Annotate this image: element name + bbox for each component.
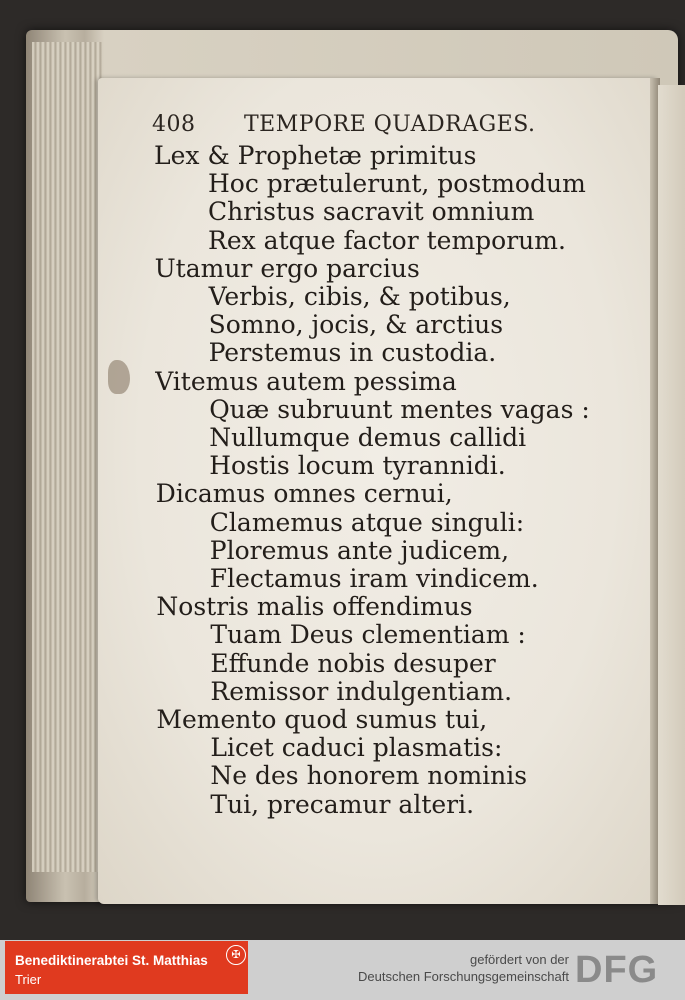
verse-line: Flectamus iram vindicem. xyxy=(209,564,539,593)
verse-line: Tui, precamur alteri. xyxy=(210,789,475,819)
verse-line: Tuam Deus clementiam : xyxy=(210,620,526,650)
abbey-emblem-icon: ✠ xyxy=(226,945,246,965)
verse-line: Hoc prætulerunt, postmodum xyxy=(208,169,586,199)
verse-line: Perstemus in custodia. xyxy=(208,338,497,368)
funding-text xyxy=(358,951,569,985)
stanza-first-line: Memento quod sumus tui, xyxy=(156,705,488,734)
stanza-first-line: Dicamus omnes cernui, xyxy=(155,479,453,509)
running-title: TEMPORE QUADRAGES. xyxy=(244,112,536,137)
stanza-first-line: Vitemus autem pessima xyxy=(155,366,457,396)
page-edges xyxy=(32,42,102,872)
stanza-first-line: Nostris malis offendimus xyxy=(156,592,473,622)
dfg-logo[interactable]: DFG xyxy=(575,949,659,991)
verse-line: Licet caduci plasmatis: xyxy=(210,733,503,763)
stanza-first-line: Utamur ergo parcius xyxy=(154,253,420,283)
verse-line: Ploremus ante judicem, xyxy=(209,535,510,565)
page-number: 408 xyxy=(152,112,196,137)
verse-line: Ne des honorem nominis xyxy=(210,761,528,791)
verse-line: Effunde nobis desuper xyxy=(210,648,496,678)
stanza-first-line: Lex & Prophetæ primitus xyxy=(154,141,477,170)
verse-line: Clamemus atque singuli: xyxy=(209,507,525,537)
verse-line: Hostis locum tyrannidi. xyxy=(209,451,506,481)
institution-badge[interactable] xyxy=(5,941,248,994)
verse-line: Rex atque factor temporum. xyxy=(208,225,566,255)
verse-line: Somno, jocis, & arctius xyxy=(208,310,504,340)
funding-line-1: gefördert von der xyxy=(469,952,569,967)
paper-stain xyxy=(108,360,130,394)
verse-line: Nullumque demus callidi xyxy=(209,423,527,452)
verse-line: Christus sacravit omnium xyxy=(208,197,535,227)
verse-line: Quæ subruunt mentes vagas : xyxy=(209,394,590,424)
institution-name: Benediktinerabtei St. Matthias xyxy=(15,953,208,968)
verse-line: Remissor indulgentiam. xyxy=(210,676,513,706)
facing-page-edge xyxy=(658,85,685,905)
verse-line: Verbis, cibis, & potibus, xyxy=(208,282,511,311)
institution-city: Trier xyxy=(15,972,42,987)
funding-line-2: Deutschen Forschungsgemeinschaft xyxy=(357,969,569,984)
